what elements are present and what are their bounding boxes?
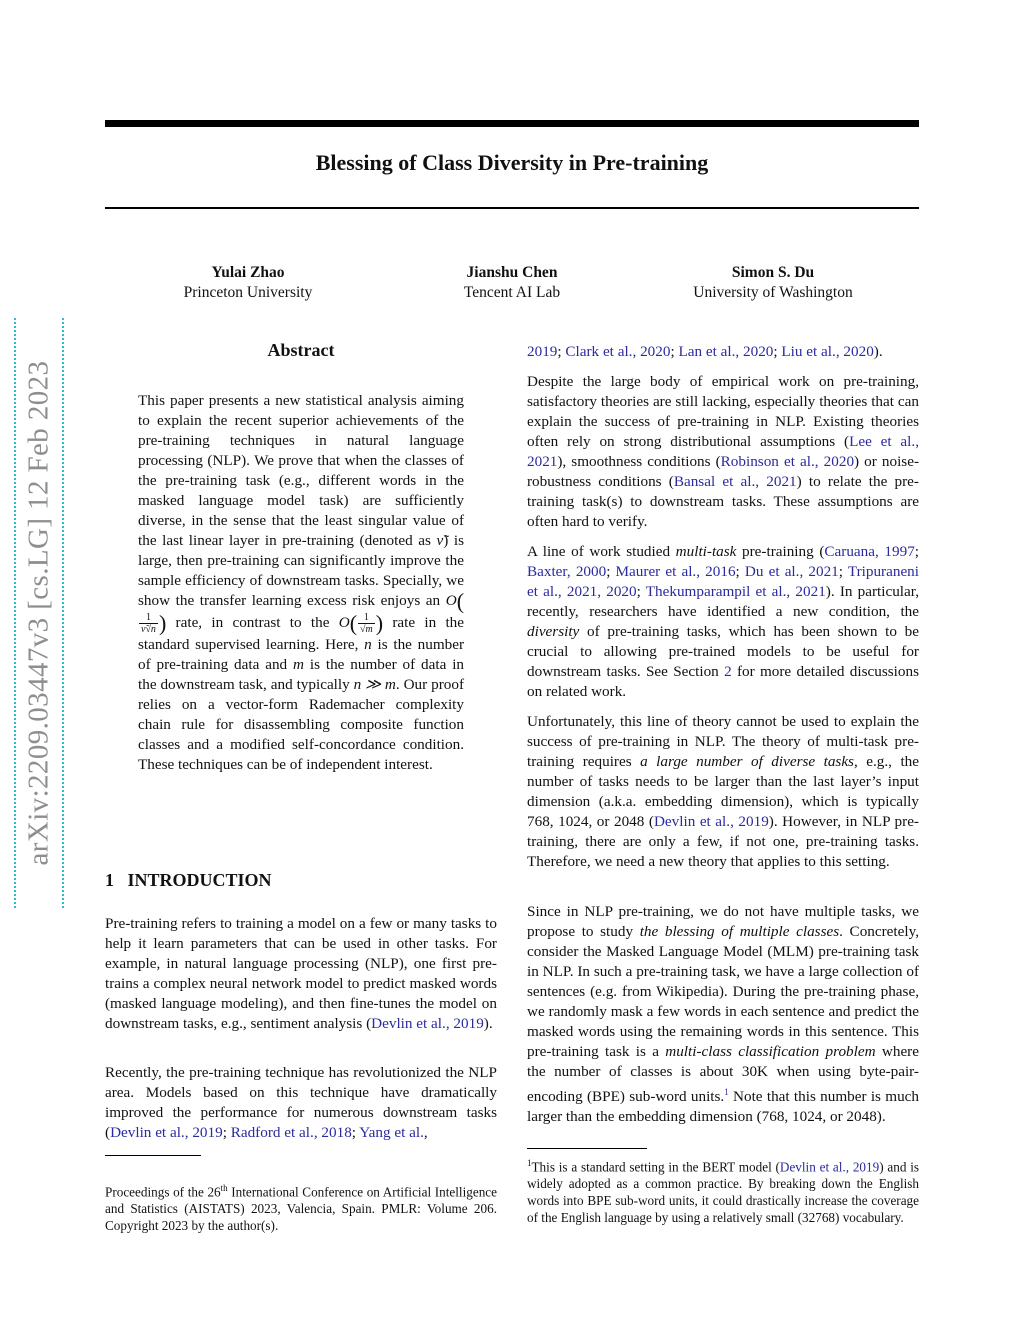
footnote-text: $^1$This is a standard setting in the BERT model (Devlin et al., 2019) and is widely adopted as a common practice. By breaking down the English words into BPE sub-word units, it could drastically increase the coverage of the English language by using a relatively small (32768) vocabulary. [527,1158,920,1226]
citation-link[interactable]: Radford et al., 2018 [230,1124,352,1141]
citation-link[interactable]: Clark et al., 2020 [565,343,671,360]
citation-link[interactable]: Devlin et al., 2019 [779,1159,880,1175]
citation-link[interactable]: Devlin et al., 2019 [110,1124,223,1141]
author-name: Yulai Zhao [211,264,285,281]
abstract-heading: Abstract [267,340,335,360]
citation-link[interactable]: Tripuraneni et al., 2021, 2020 [527,563,919,600]
author-block [643,263,903,303]
section-link[interactable]: 2 [724,663,732,680]
citation-link[interactable]: Lee et al., 2021 [527,433,919,470]
arxiv-stamp[interactable] [14,318,64,908]
citation-link[interactable]: Devlin et al., 2019 [653,813,769,830]
citation-link[interactable]: Baxter, 2000 [527,563,607,580]
intro-paragraph: Despite the large body of empirical work on pre-training, satisfactory theories are still lacking, especially theories that can explain the success of pre-training in NLP. Existing theories often rely on strong distributional assumptions (Lee et al., 2021), smoothness conditions (Robinson et al., 2020) or noise-robustness conditions (Bansal et al., 2021) to relate the pre-training task(s) to downstream tasks. These assumptions are often hard to verify. [527,373,920,530]
intro-paragraph: Recently, the pre-training technique has revolutionized the NLP area. Models based on this technique have dramatically improved the performance for numerous downstream tasks (Devlin et al., 2019; Radford et al., 2018; Yang et al., [105,1064,497,1141]
intro-paragraph: 2019; Clark et al., 2020; Lan et al., 2020; Liu et al., 2020). [527,343,883,360]
author-name: Jianshu Chen [466,264,558,281]
citation-link[interactable]: Caruana, 1997 [824,543,915,560]
citation-link[interactable]: Du et al., 2021 [744,563,839,580]
citation-link[interactable]: Robinson et al., 2020 [720,453,855,470]
intro-paragraph: Unfortunately, this line of theory cannot be used to explain the success of pre-training in NLP. The theory of multi-task pre-training requires a large number of diverse tasks, e.g., the number of tasks needs to be larger than the last layer’s input dimension (a.k.a. embedding dimension), which is typically 768, 1024, or 2048 (Devlin et al., 2019). However, in NLP pre-training, there are only a few, if not one, pre-training tasks. Therefore, we need a new theory that applies to this setting. [527,713,919,870]
author-affiliation: University of Washington [693,284,853,301]
citation-link[interactable]: Liu et al., 2020 [781,343,874,360]
title-rule-bottom [105,207,919,209]
proceedings-note: Proceedings of the 26th International Conference on Artificial Intelligence and Statistics (AISTATS) 2023, Valencia, Spain. PMLR: Volume 206. Copyright 2023 by the author(s). [105,1183,497,1234]
paper-title: Blessing of Class Diversity in Pre-training [315,150,709,175]
footnote-rule [527,1148,647,1149]
title-rule-top [105,120,919,127]
fraction: $\frac{1}{√m}$ [360,611,373,635]
author-name: Simon S. Du [731,264,815,281]
author-block [382,263,642,303]
intro-paragraph: Pre-training refers to training a model on a few or many tasks to help it learn parameters that can be used in other tasks. For example, in natural language processing (NLP), one first pre-trains a complex neural network model to predict masked words (masked language modeling), and then fine-tunes the model on downstream tasks, e.g., sentiment analysis (Devlin et al., 2019). [105,915,497,1032]
footnote-rule [105,1155,201,1156]
intro-paragraph: A line of work studied multi-task pre-training (Caruana, 1997; Baxter, 2000; Maurer et al., 2016; Du et al., 2021; Tripuraneni et al., 2021, 2020; Thekumparampil et al., 2021). In particular, recently, researchers have identified a new condition, the diversity of pre-training tasks, which has been shown to be crucial to allowing pre-trained models to be useful for downstream tasks. See Section 2 for more detailed discussions on related work. [527,543,920,700]
author-affiliation: Tencent AI Lab [463,284,561,301]
author-affiliation: Princeton University [183,284,313,301]
citation-link[interactable]: Yang et al. [359,1124,424,1141]
footnote-mark[interactable]: 1 [724,1087,729,1097]
arxiv-id: arXiv:2209.03447v3 [cs.LG] 12 Feb 2023 [22,360,55,866]
author-block [118,263,378,303]
citation-link[interactable]: Bansal et al., 2021 [673,473,797,490]
citation-link[interactable]: Thekumparampil et al., 2021 [645,583,826,600]
abstract-text: This paper presents a new statistical analysis aiming to explain the recent superior achievements of the pre-training techniques in natural language processing (NLP). We prove that when the classes of the pre-training task (e.g., different words in the masked language model task) are sufficiently diverse, in the sense that the least singular value of the last linear layer in pre-training (denoted as ν̃) is large, then pre-training can significantly improve the sample efficiency of downstream tasks. Specially, we show the transfer learning excess risk enjoys an O( $\frac{1}{\nũ√n}$ ) rate, in contrast to the O( $\frac{1}{√m}$ ) rate in the standard supervised learning. Here, n is the number of pre-training data and m is the number of data in the downstream task, and typically n ≫ m. Our proof relies on a vector-form Rademacher complexity chain rule for disassembling composite function classes and a modified self-concordance condition. These techniques can be of independent interest. [138,392,465,773]
intro-paragraph: Since in NLP pre-training, we do not have multiple tasks, we propose to study the blessing of multiple classes. Concretely, consider the Masked Language Model (MLM) pre-training task in NLP. In such a pre-training task, we have a large collection of sentences (e.g. from Wikipedia). During the pre-training phase, we randomly mask a few words in each sentence and predict the masked words using the remaining words in this sentence. This pre-training task is a multi-class classification problem where the number of classes is about 30K when using byte-pair-encoding (BPE) sub-word units.$^1$ Note that this number is much larger than the embedding dimension (768, 1024, or 2048). [527,903,920,1126]
citation-link[interactable]: Devlin et al., 2019 [371,1015,484,1032]
citation-link[interactable]: Maurer et al., 2016 [615,563,736,580]
citation-link[interactable]: Lan et al., 2020 [678,343,774,360]
citation-link[interactable]: 2019 [527,343,558,360]
section-heading: 1 INTRODUCTION [105,870,272,890]
fraction: $\frac{1}{\nũ√n}$ [141,611,156,635]
